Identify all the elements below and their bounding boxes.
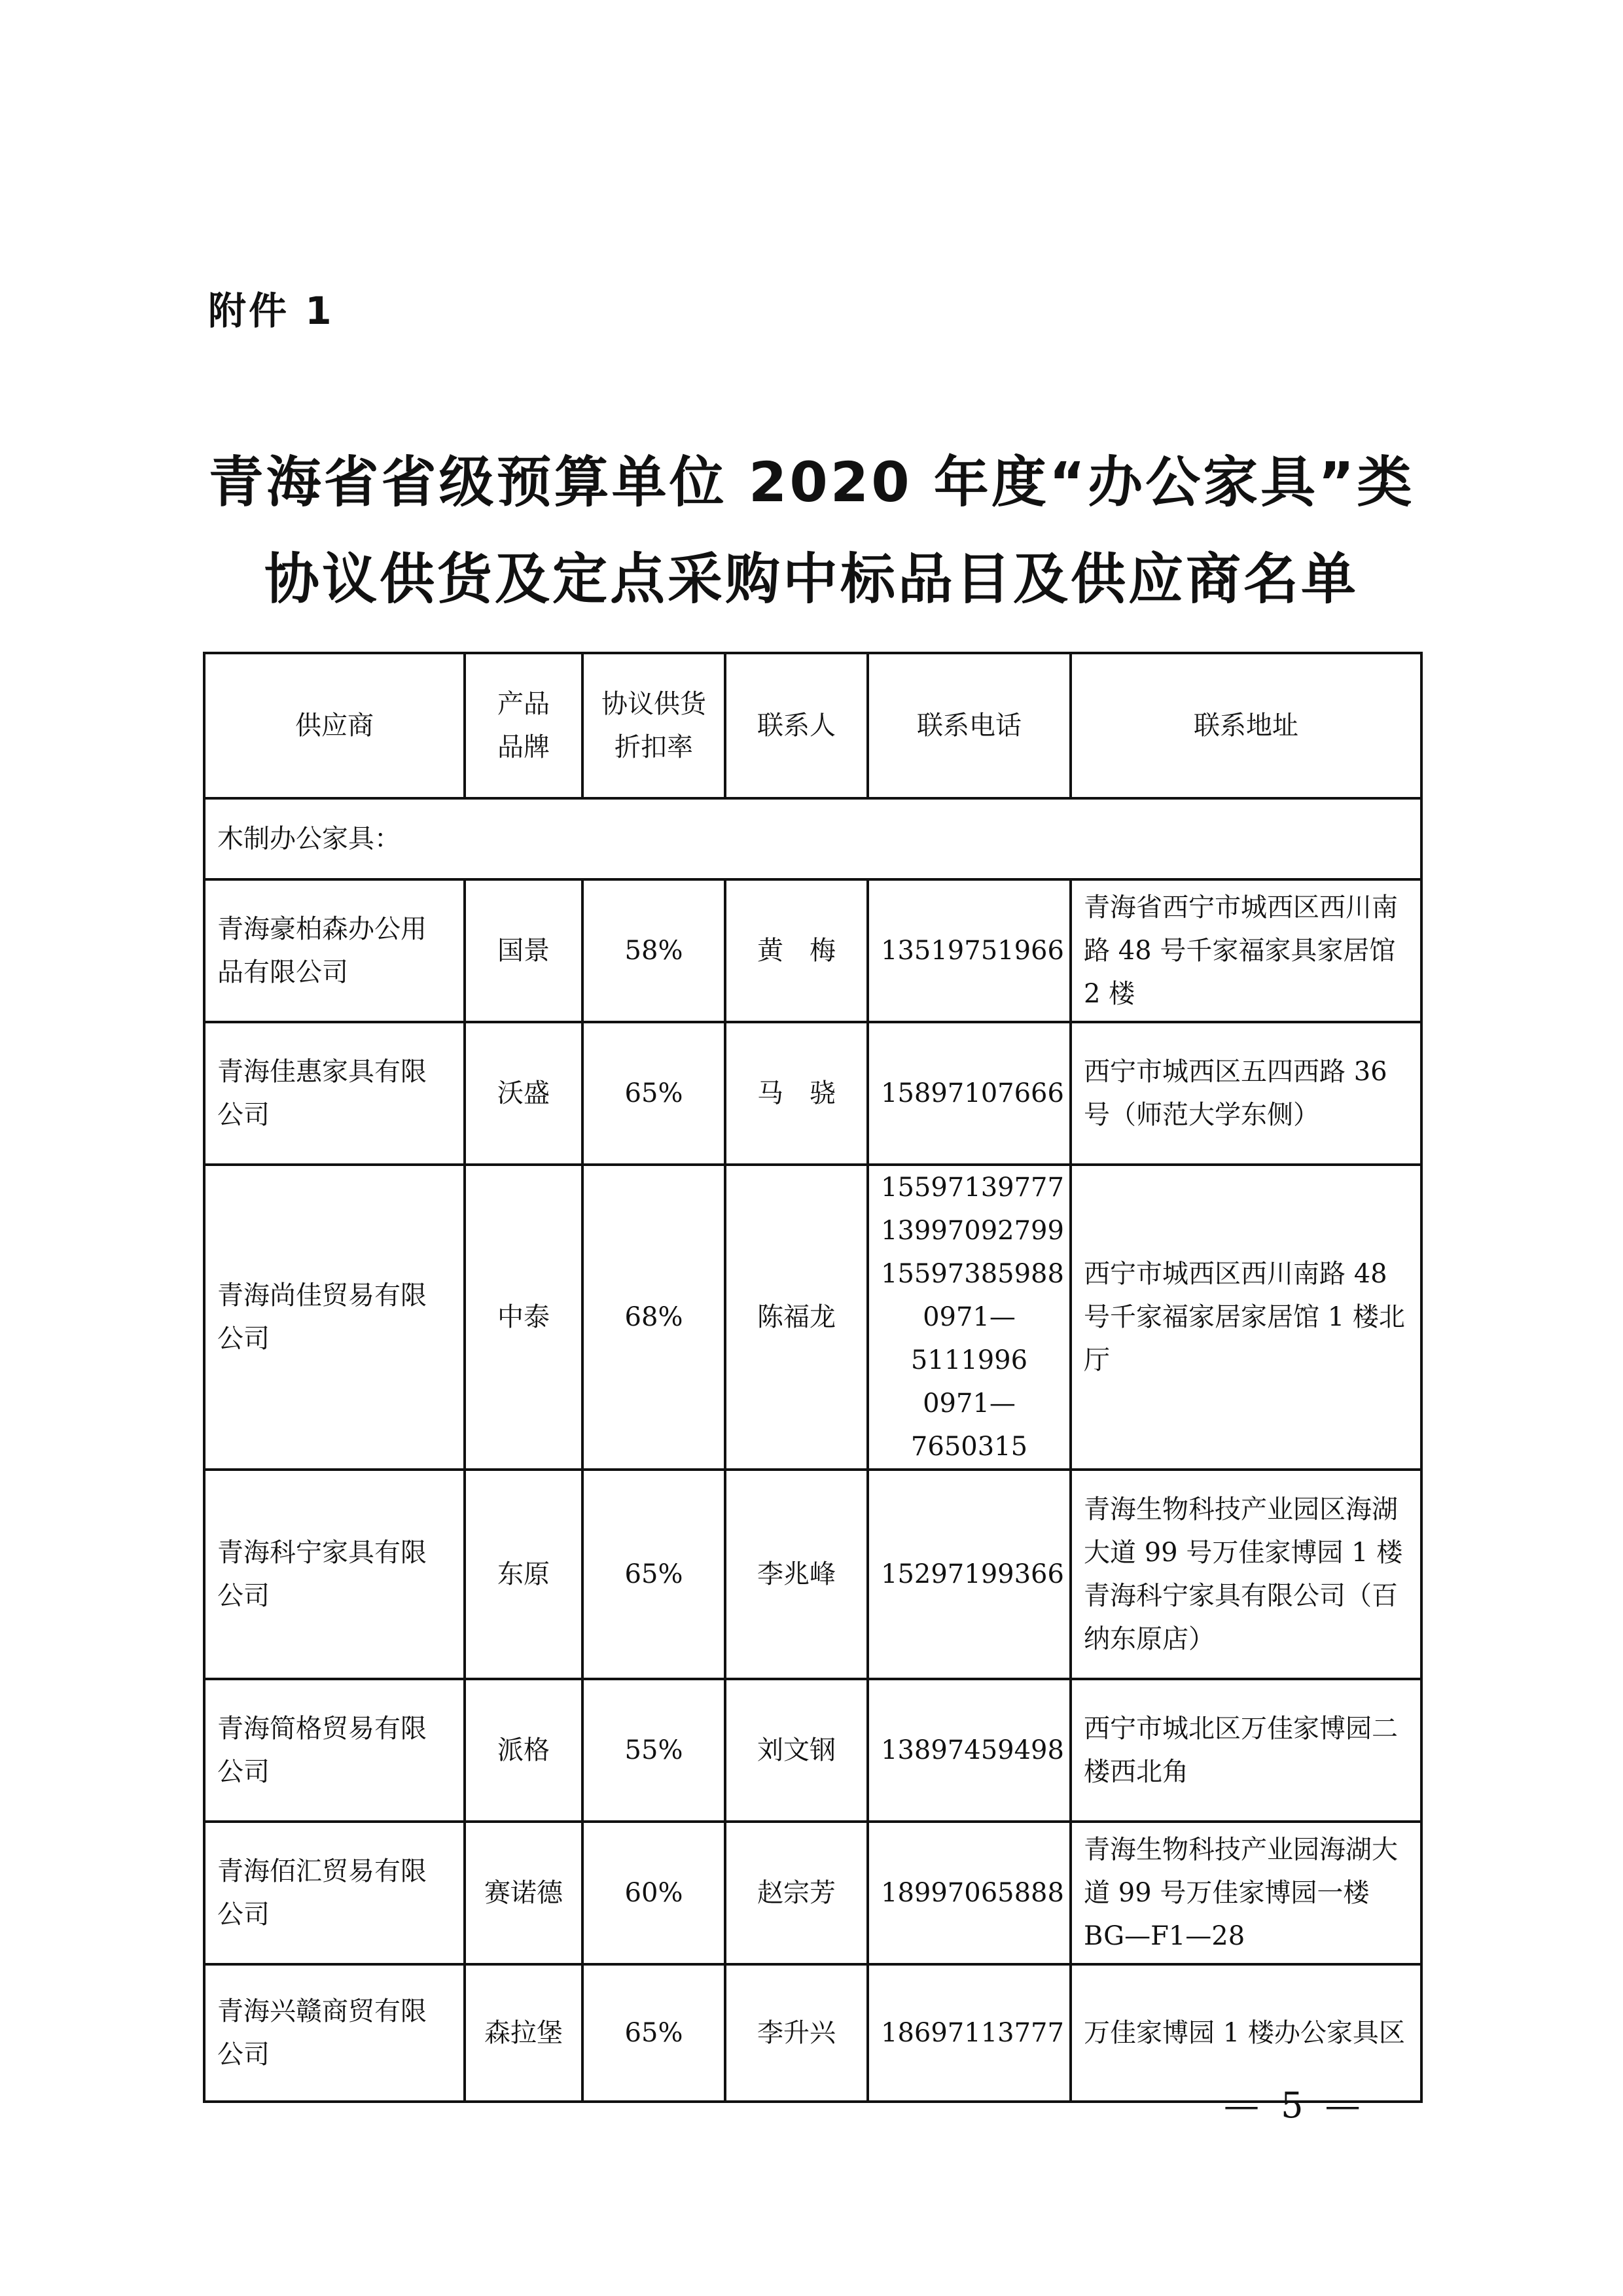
header-brand: 产品 品牌 [465, 653, 582, 798]
supplier-table [203, 652, 1423, 2103]
phone-number: 0971—7650315 [910, 1388, 1028, 1462]
contact-cell: 李兆峰 [725, 1470, 868, 1679]
phone-number: 13997092799 [881, 1216, 1064, 1246]
contact-cell: 马 骁 [725, 1022, 868, 1165]
contact-cell: 赵宗芳 [725, 1822, 868, 1964]
address-cell: 青海省西宁市城西区西川南路 48 号千家福家具家居馆 2 楼 [1071, 879, 1421, 1022]
table-row [204, 1822, 1421, 1964]
address-cell: 西宁市城西区五四西路 36 号（师范大学东侧） [1071, 1022, 1421, 1165]
contact-cell: 陈福龙 [725, 1165, 868, 1470]
header-supplier: 供应商 [204, 653, 465, 798]
address-cell: 西宁市城西区西川南路 48 号千家福家居家居馆 1 楼北厅 [1071, 1165, 1421, 1470]
table-row [204, 1964, 1421, 2102]
discount-cell: 60% [582, 1822, 725, 1964]
phone-number: 0971—5111996 [910, 1302, 1028, 1375]
phone-cell [868, 1964, 1071, 2102]
table-row [204, 1679, 1421, 1822]
contact-cell: 刘文钢 [725, 1679, 868, 1822]
phone-number: 18697113777 [881, 2018, 1064, 2048]
header-discount: 协议供货 折扣率 [582, 653, 725, 798]
phone-number: 15597139777 [881, 1173, 1064, 1203]
phone-cell [868, 1470, 1071, 1679]
phone-number: 13897459498 [881, 1735, 1064, 1765]
document-title-line-2: 协议供货及定点采购中标品目及供应商名单 [264, 547, 1359, 611]
attachment-label: 附件 1 [208, 289, 334, 333]
header-phone: 联系电话 [868, 653, 1071, 798]
brand-cell: 派格 [465, 1679, 582, 1822]
brand-cell: 东原 [465, 1470, 582, 1679]
supplier-cell: 青海尚佳贸易有限公司 [204, 1165, 465, 1470]
address-cell: 万佳家博园 1 楼办公家具区 [1071, 1964, 1421, 2102]
address-cell: 青海生物科技产业园区海湖大道 99 号万佳家博园 1 楼青海科宁家具有限公司（百纳东原店） [1071, 1470, 1421, 1679]
discount-cell: 58% [582, 879, 725, 1022]
discount-cell: 65% [582, 1470, 725, 1679]
phone-number: 15897107666 [881, 1078, 1064, 1108]
discount-cell: 65% [582, 1964, 725, 2102]
header-address: 联系地址 [1071, 653, 1421, 798]
phone-cell [868, 1679, 1071, 1822]
contact-cell: 黄 梅 [725, 879, 868, 1022]
address-cell: 西宁市城北区万佳家博园二楼西北角 [1071, 1679, 1421, 1822]
header-contact: 联系人 [725, 653, 868, 798]
phone-cell [868, 1822, 1071, 1964]
section-wood-furniture: 木制办公家具： [204, 798, 1421, 879]
phone-number: 13519751966 [881, 936, 1064, 966]
contact-cell: 李升兴 [725, 1964, 868, 2102]
discount-cell: 68% [582, 1165, 725, 1470]
phone-number: 15297199366 [881, 1559, 1064, 1589]
table-row [204, 1022, 1421, 1165]
table-row [204, 879, 1421, 1022]
section-row [204, 798, 1421, 879]
address-cell: 青海生物科技产业园海湖大道 99 号万佳家博园一楼 BG—F1—28 [1071, 1822, 1421, 1964]
phone-cell [868, 1022, 1071, 1165]
phone-cell [868, 1165, 1071, 1470]
supplier-cell: 青海兴赣商贸有限公司 [204, 1964, 465, 2102]
brand-cell: 沃盛 [465, 1022, 582, 1165]
supplier-cell: 青海佰汇贸易有限公司 [204, 1822, 465, 1964]
table-header-row [204, 653, 1421, 798]
supplier-cell: 青海科宁家具有限公司 [204, 1470, 465, 1679]
brand-cell: 国景 [465, 879, 582, 1022]
table-row [204, 1165, 1421, 1470]
supplier-cell: 青海简格贸易有限公司 [204, 1679, 465, 1822]
brand-cell: 中泰 [465, 1165, 582, 1470]
brand-cell: 赛诺德 [465, 1822, 582, 1964]
supplier-cell: 青海佳惠家具有限公司 [204, 1022, 465, 1165]
phone-cell [868, 879, 1071, 1022]
discount-cell: 55% [582, 1679, 725, 1822]
document-title-line-1: 青海省省级预算单位 2020 年度“办公家具”类 [208, 450, 1415, 514]
phone-number: 15597385988 [881, 1259, 1064, 1289]
supplier-cell: 青海豪柏森办公用品有限公司 [204, 879, 465, 1022]
discount-cell: 65% [582, 1022, 725, 1165]
page-number: — 5 — [1224, 2085, 1366, 2126]
table-row [204, 1470, 1421, 1679]
phone-number: 18997065888 [881, 1878, 1064, 1908]
brand-cell: 森拉堡 [465, 1964, 582, 2102]
